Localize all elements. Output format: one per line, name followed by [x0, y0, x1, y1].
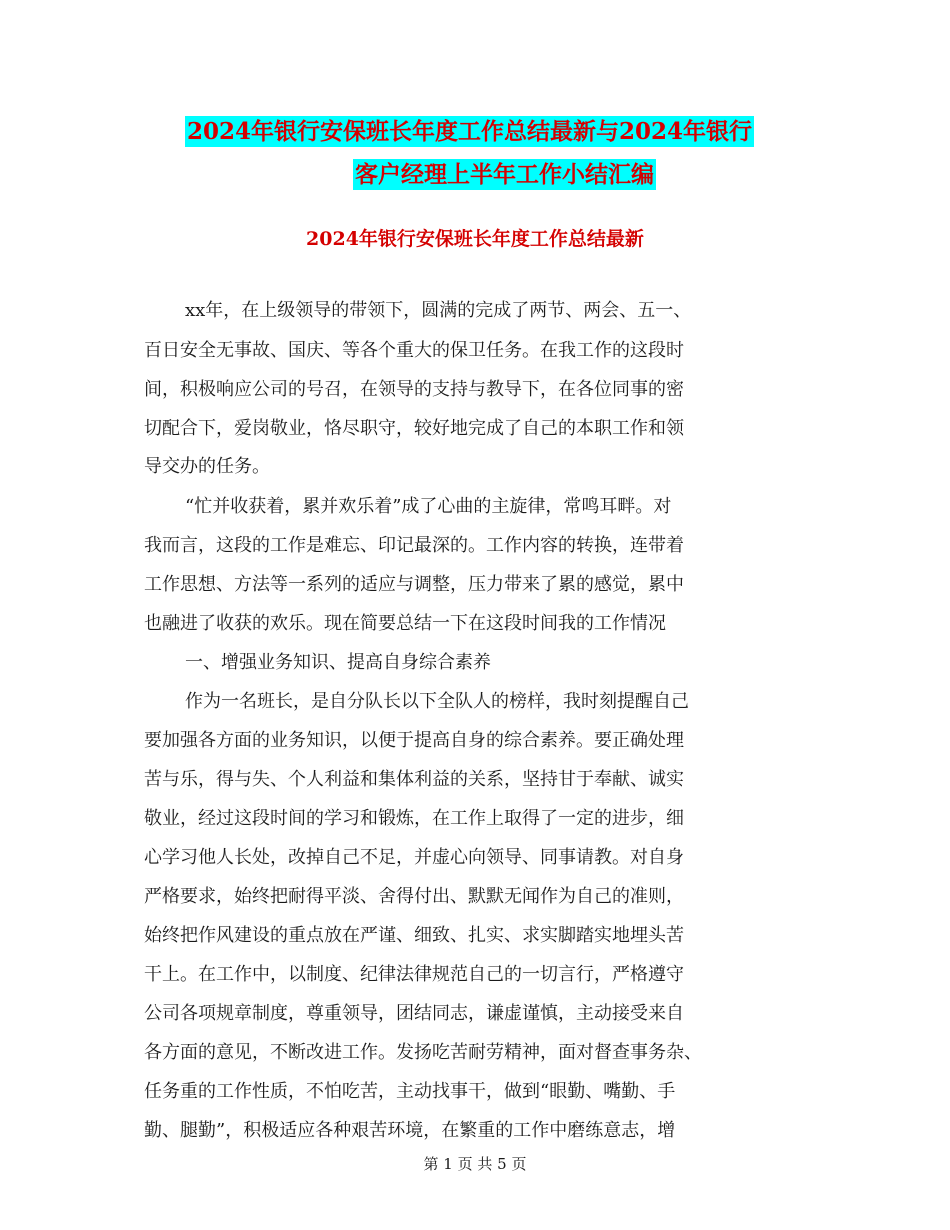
main-title-highlight-2: 客户经理上半年工作小结汇编: [355, 161, 654, 188]
page-footer: 第 1 页 共 5 页: [423, 1155, 527, 1173]
section-title: 2024年银行安保班长年度工作总结最新: [306, 228, 644, 250]
paragraph-line: “忙并收获着，累并欢乐着”成了心曲的主旋律，常鸣耳畔。对: [185, 496, 672, 517]
paragraph-line: 百日安全无事故、国庆、等各个重大的保卫任务。在我工作的这段时: [144, 340, 684, 361]
paragraph-line: 我而言，这段的工作是难忘、印记最深的。工作内容的转换，连带着: [144, 535, 684, 556]
paragraph-line: 始终把作风建设的重点放在严谨、细致、扎实、求实脚踏实地埋头苦: [144, 925, 684, 946]
paragraph-line: 也融进了收获的欢乐。现在简要总结一下在这段时间我的工作情况: [144, 613, 666, 634]
paragraph-line: 敬业，经过这段时间的学习和锻炼，在工作上取得了一定的进步，细: [144, 808, 684, 829]
paragraph-line: 公司各项规章制度，尊重领导，团结同志，谦虚谨慎，主动接受来自: [144, 1003, 684, 1024]
paragraph-line: 切配合下，爱岗敬业，恪尽职守，较好地完成了自己的本职工作和领: [144, 418, 684, 439]
main-title-line-2: [353, 156, 656, 189]
paragraph-line: 工作思想、方法等一系列的适应与调整，压力带来了累的感觉，累中: [144, 574, 684, 595]
paragraph-line: 导交办的任务。: [144, 456, 270, 477]
paragraph-line: 勤、腿勤”，积极适应各种艰苦环境，在繁重的工作中磨练意志，增: [144, 1120, 676, 1141]
paragraph-line: 作为一名班长，是自分队长以下全队人的榜样，我时刻提醒自己: [185, 691, 689, 712]
section-heading: 一、增强业务知识、提高自身综合素养: [185, 652, 491, 673]
main-title-line-1: [185, 113, 754, 146]
paragraph-line: 各方面的意见，不断改进工作。发扬吃苦耐劳精神，面对督查事务杂、: [144, 1042, 702, 1063]
paragraph-line: 干上。在工作中，以制度、纪律法律规范自己的一切言行，严格遵守: [144, 964, 684, 985]
paragraph-line: 严格要求，始终把耐得平淡、舍得付出、默默无闻作为自己的准则，: [144, 886, 684, 907]
paragraph-line: 心学习他人长处，改掉自己不足，并虚心向领导、同事请教。对自身: [144, 847, 684, 868]
paragraph-line: 苦与乐，得与失、个人利益和集体利益的关系，坚持甘于奉献、诚实: [144, 769, 684, 790]
paragraph-line: xx年，在上级领导的带领下，圆满的完成了两节、两会、五一、: [185, 300, 692, 321]
paragraph-line: 要加强各方面的业务知识，以便于提高自身的综合素养。要正确处理: [144, 730, 684, 751]
paragraph-line: 间，积极响应公司的号召，在领导的支持与教导下，在各位同事的密: [144, 379, 684, 400]
main-title-highlight-1: 2024年银行安保班长年度工作总结最新与2024年银行: [187, 118, 753, 145]
paragraph-line: 任务重的工作性质，不怕吃苦，主动找事干，做到“眼勤、嘴勤、手: [144, 1081, 676, 1102]
